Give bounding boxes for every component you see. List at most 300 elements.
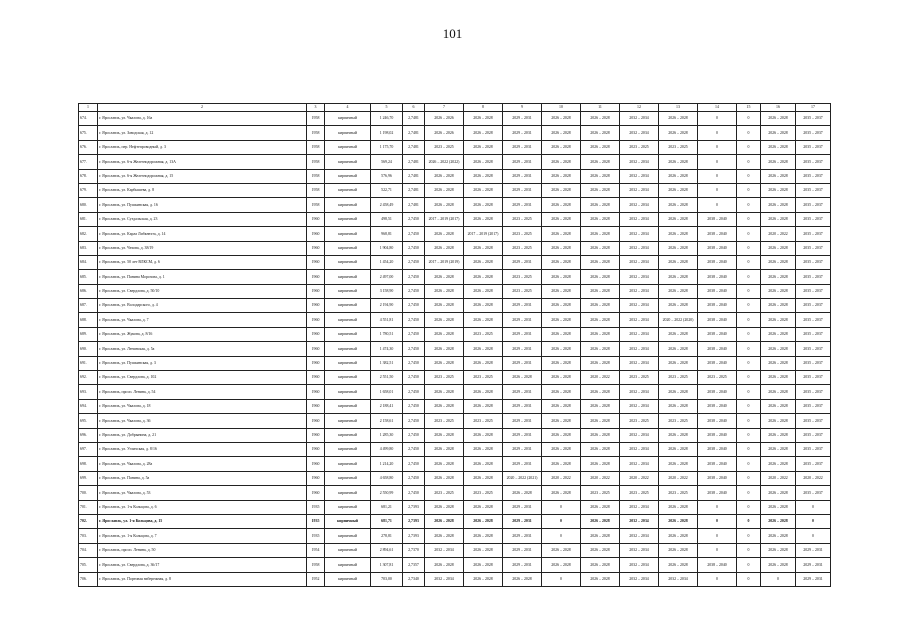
- table-cell: 2023 – 2025: [659, 414, 698, 428]
- table-cell: 699.: [79, 471, 98, 485]
- table-row: [79, 241, 831, 255]
- table-cell: 1 474,30: [371, 342, 403, 356]
- table-cell: 2 894,61: [371, 543, 403, 557]
- table-cell: 0: [737, 471, 761, 485]
- table-cell: 2,7450: [403, 371, 425, 385]
- table-cell: 2029 – 2031: [796, 543, 831, 557]
- address-cell: г. Ярославль, ул. Карбышева, д. 8: [98, 183, 307, 197]
- table-cell: 2029 – 2031: [503, 457, 542, 471]
- table-cell: 1 175,70: [371, 140, 403, 154]
- table-cell: 569,24: [371, 155, 403, 169]
- address-cell: г. Ярославль, ул. 6-я Железнодорожная, д. 15: [98, 169, 307, 183]
- table-cell: 2032 – 2034: [620, 126, 659, 140]
- table-cell: 2023 – 2025: [464, 327, 503, 341]
- table-cell: 4 499,80: [371, 442, 403, 456]
- table-cell: 2029 – 2031: [503, 399, 542, 413]
- table-cell: 2026 – 2028: [581, 270, 620, 284]
- table-cell: 2026 – 2028: [659, 500, 698, 514]
- table-cell: 2,7481: [403, 126, 425, 140]
- table-cell: 2,7481: [403, 183, 425, 197]
- table-cell: 2026 – 2028: [542, 428, 581, 442]
- address-cell: г. Ярославль, ул. Чкалова, д. 16а: [98, 112, 307, 126]
- column-header: 16: [761, 104, 796, 112]
- table-cell: 695.: [79, 414, 98, 428]
- table-cell: кирпичный: [325, 169, 371, 183]
- address-cell: г. Ярославль, ул. Свердлова, д. 102: [98, 371, 307, 385]
- table-cell: 2026 – 2028: [659, 284, 698, 298]
- table-cell: 2026 – 2028: [464, 514, 503, 528]
- table-cell: 2035 – 2037: [796, 342, 831, 356]
- table-row: [79, 543, 831, 557]
- table-cell: 0: [542, 500, 581, 514]
- table-cell: 704.: [79, 543, 98, 557]
- table-row: [79, 414, 831, 428]
- table-cell: 2032 – 2034: [620, 212, 659, 226]
- table-cell: кирпичный: [325, 442, 371, 456]
- table-cell: 676.: [79, 140, 98, 154]
- table-row: [79, 371, 831, 385]
- table-cell: 2032 – 2034: [620, 457, 659, 471]
- table-cell: 2026 – 2028: [542, 227, 581, 241]
- table-cell: 2026 – 2028: [581, 112, 620, 126]
- table-cell: 2026 – 2028: [464, 313, 503, 327]
- table-cell: 2026 – 2028: [464, 140, 503, 154]
- table-row: [79, 514, 831, 528]
- table-cell: 2035 – 2037: [796, 255, 831, 269]
- table-cell: 2023 – 2025: [581, 486, 620, 500]
- table-cell: 2026 – 2028: [761, 183, 796, 197]
- table-cell: 2032 – 2034: [620, 227, 659, 241]
- table-cell: 0: [737, 241, 761, 255]
- table-cell: 2032 – 2034: [620, 442, 659, 456]
- table-cell: 2035 – 2037: [796, 198, 831, 212]
- table-cell: 2035 – 2037: [796, 457, 831, 471]
- table-cell: 2032 – 2034: [620, 342, 659, 356]
- table-cell: 2026 – 2028: [542, 371, 581, 385]
- table-cell: 1960: [307, 299, 325, 313]
- table-cell: 2026 – 2028: [761, 543, 796, 557]
- table-cell: 2026 – 2028: [425, 284, 464, 298]
- table-cell: 522,71: [371, 183, 403, 197]
- table-cell: 2032 – 2034: [425, 572, 464, 586]
- table-cell: 2026 – 2028: [761, 342, 796, 356]
- table-cell: 1 285,30: [371, 428, 403, 442]
- table-cell: 0: [737, 284, 761, 298]
- table-cell: кирпичный: [325, 385, 371, 399]
- table-cell: 2029 – 2031: [503, 385, 542, 399]
- table-cell: 1954: [307, 543, 325, 557]
- address-cell: г. Ярославль, ул. Пушкинская, д. 3: [98, 356, 307, 370]
- table-cell: 2026 – 2028: [425, 313, 464, 327]
- table-cell: 685.: [79, 270, 98, 284]
- table-cell: 691.: [79, 356, 98, 370]
- table-cell: 2026 – 2028: [659, 155, 698, 169]
- table-cell: 2026 – 2028: [581, 255, 620, 269]
- table-cell: 2017 – 2019 (2017): [464, 227, 503, 241]
- table-cell: 2026 – 2028: [659, 327, 698, 341]
- table-cell: 2032 – 2034: [620, 356, 659, 370]
- column-header: 8: [464, 104, 503, 112]
- table-cell: кирпичный: [325, 255, 371, 269]
- table-cell: 2026 – 2028: [581, 385, 620, 399]
- table-cell: 0: [737, 270, 761, 284]
- table-cell: кирпичный: [325, 299, 371, 313]
- table-cell: 2020 – 2022: [761, 471, 796, 485]
- table-cell: 2023 – 2025: [503, 270, 542, 284]
- table-cell: 2,7450: [403, 356, 425, 370]
- table-cell: 2032 – 2034: [620, 558, 659, 572]
- table-cell: кирпичный: [325, 471, 371, 485]
- table-cell: 2029 – 2031: [503, 255, 542, 269]
- table-cell: кирпичный: [325, 399, 371, 413]
- column-header: 1: [79, 104, 98, 112]
- table-cell: 0: [737, 327, 761, 341]
- column-header: 11: [581, 104, 620, 112]
- table-cell: 701.: [79, 500, 98, 514]
- table-cell: 2029 – 2031: [503, 342, 542, 356]
- address-cell: г. Ярославль, ул. 50 лет ВЛКСМ, д. 6: [98, 255, 307, 269]
- table-cell: 1 904,80: [371, 241, 403, 255]
- table-cell: 2029 – 2031: [503, 442, 542, 456]
- table-cell: 2026 – 2028: [425, 457, 464, 471]
- table-cell: 2020 – 2022: [542, 471, 581, 485]
- table-cell: 2023 – 2025: [464, 371, 503, 385]
- table-cell: 2038 – 2040: [698, 227, 737, 241]
- table-cell: 2026 – 2028: [761, 457, 796, 471]
- table-cell: 2026 – 2028: [761, 255, 796, 269]
- table-cell: 2032 – 2034: [620, 169, 659, 183]
- table-cell: 2026 – 2028: [425, 356, 464, 370]
- address-cell: г. Ярославль, ул. Чкалова, д. 7: [98, 313, 307, 327]
- table-row: [79, 198, 831, 212]
- table-cell: 1958: [307, 112, 325, 126]
- table-cell: 0: [737, 212, 761, 226]
- table-cell: кирпичный: [325, 227, 371, 241]
- table-cell: 1960: [307, 399, 325, 413]
- table-cell: 2026 – 2028: [581, 126, 620, 140]
- table-cell: 2026 – 2022 (2022): [425, 155, 464, 169]
- table-cell: 2023 – 2025: [659, 486, 698, 500]
- table-cell: кирпичный: [325, 514, 371, 528]
- table-cell: 0: [698, 155, 737, 169]
- table-cell: 2038 – 2040: [698, 471, 737, 485]
- table-cell: 679.: [79, 183, 98, 197]
- table-cell: 2026 – 2028: [464, 270, 503, 284]
- address-cell: г. Ярославль, ул. Чехова, д. 38/19: [98, 241, 307, 255]
- table-cell: 2038 – 2040: [698, 212, 737, 226]
- table-cell: 1 307,81: [371, 558, 403, 572]
- address-cell: г. Ярославль, ул. Чкалова, д. 36: [98, 414, 307, 428]
- table-cell: 2026 – 2028: [542, 356, 581, 370]
- table-cell: 2035 – 2037: [796, 227, 831, 241]
- table-cell: 2026 – 2028: [761, 198, 796, 212]
- table-cell: 2026 – 2028: [581, 356, 620, 370]
- table-cell: 0: [698, 500, 737, 514]
- column-header: 12: [620, 104, 659, 112]
- table-cell: 1960: [307, 457, 325, 471]
- table-cell: кирпичный: [325, 313, 371, 327]
- table-cell: 2035 – 2037: [796, 212, 831, 226]
- table-cell: 2026 – 2028: [581, 327, 620, 341]
- table-cell: 2026 – 2028: [761, 356, 796, 370]
- table-cell: 1960: [307, 212, 325, 226]
- table-cell: 2026 – 2026: [425, 126, 464, 140]
- table-cell: 681.: [79, 212, 98, 226]
- table-cell: 2026 – 2028: [464, 112, 503, 126]
- table-cell: 2032 – 2034: [620, 313, 659, 327]
- table-cell: 1958: [307, 140, 325, 154]
- table-cell: 2026 – 2028: [659, 529, 698, 543]
- column-header: 3: [307, 104, 325, 112]
- table-cell: 2,7393: [403, 500, 425, 514]
- table-cell: 2038 – 2040: [698, 255, 737, 269]
- table-cell: 687.: [79, 299, 98, 313]
- table-cell: 2038 – 2040: [698, 241, 737, 255]
- table-cell: 2035 – 2037: [796, 112, 831, 126]
- table-cell: 698.: [79, 457, 98, 471]
- table-cell: 2026 – 2028: [464, 457, 503, 471]
- table-cell: 2032 – 2034: [620, 155, 659, 169]
- table-cell: 2035 – 2037: [796, 270, 831, 284]
- table-cell: кирпичный: [325, 457, 371, 471]
- table-row: [79, 255, 831, 269]
- table-cell: 0: [542, 529, 581, 543]
- table-cell: 2026 – 2028: [425, 500, 464, 514]
- table-cell: 0: [761, 572, 796, 586]
- table-cell: 2032 – 2034: [620, 299, 659, 313]
- table-cell: 2032 – 2034: [620, 385, 659, 399]
- table-cell: 2,7450: [403, 342, 425, 356]
- table-cell: 2026 – 2028: [542, 442, 581, 456]
- table-cell: 2,7450: [403, 457, 425, 471]
- table-cell: 968,81: [371, 227, 403, 241]
- table-row: [79, 212, 831, 226]
- table-cell: 2035 – 2037: [796, 299, 831, 313]
- table-cell: 2038 – 2040: [698, 313, 737, 327]
- table-cell: 2026 – 2028: [659, 112, 698, 126]
- table-cell: 2035 – 2037: [796, 371, 831, 385]
- table-cell: 2026 – 2028: [464, 342, 503, 356]
- table-cell: 2026 – 2028: [659, 299, 698, 313]
- table-cell: 2035 – 2037: [796, 155, 831, 169]
- table-cell: 2035 – 2037: [796, 169, 831, 183]
- table-cell: 4 658,80: [371, 471, 403, 485]
- table-cell: 2026 – 2028: [464, 500, 503, 514]
- table-row: [79, 299, 831, 313]
- table-cell: 2035 – 2037: [796, 284, 831, 298]
- table-cell: 2026 – 2028: [581, 227, 620, 241]
- table-cell: 2026 – 2028: [659, 457, 698, 471]
- table-cell: 703.: [79, 529, 98, 543]
- table-cell: 2032 – 2034: [620, 327, 659, 341]
- table-cell: 2020 – 2022: [761, 227, 796, 241]
- table-cell: 703,00: [371, 572, 403, 586]
- table-cell: 0: [737, 428, 761, 442]
- table-cell: 2023 – 2025: [659, 140, 698, 154]
- address-cell: г. Ярославль, ул. Угличская, д. 8/16: [98, 442, 307, 456]
- table-cell: 2032 – 2034: [620, 428, 659, 442]
- table-cell: 2 551,50: [371, 371, 403, 385]
- table-cell: 2026 – 2028: [761, 284, 796, 298]
- address-cell: г. Ярославль, ул. Добрынина, д. 21: [98, 428, 307, 442]
- table-cell: 2026 – 2028: [761, 414, 796, 428]
- table-cell: 2 188,41: [371, 399, 403, 413]
- table-cell: кирпичный: [325, 428, 371, 442]
- table-cell: 2032 – 2034: [620, 500, 659, 514]
- table-cell: 688.: [79, 313, 98, 327]
- table-cell: 0: [737, 140, 761, 154]
- table-cell: 0: [698, 572, 737, 586]
- address-cell: г. Ярославль, ул. Володарского, д. 4: [98, 299, 307, 313]
- table-cell: 0: [737, 313, 761, 327]
- table-cell: 2026 – 2028: [581, 299, 620, 313]
- table-cell: 2026 – 2028: [425, 198, 464, 212]
- address-cell: г. Ярославль, ул. Пушкинская, д. 16: [98, 198, 307, 212]
- table-cell: 2026 – 2028: [464, 529, 503, 543]
- table-cell: 2038 – 2040: [698, 457, 737, 471]
- table-row: [79, 126, 831, 140]
- table-row: [79, 270, 831, 284]
- table-cell: 2026 – 2028: [425, 529, 464, 543]
- table-cell: 2026 – 2028: [659, 198, 698, 212]
- table-cell: 1960: [307, 342, 325, 356]
- table-cell: 1960: [307, 356, 325, 370]
- table-cell: 1958: [307, 126, 325, 140]
- address-cell: г. Ярославль, просп. Ленина, д. 50: [98, 543, 307, 557]
- table-cell: 0: [698, 198, 737, 212]
- table-cell: 1960: [307, 442, 325, 456]
- table-cell: 2,7450: [403, 227, 425, 241]
- table-cell: 2023 – 2025: [503, 212, 542, 226]
- table-row: [79, 342, 831, 356]
- table-cell: 2029 – 2031: [503, 126, 542, 140]
- table-cell: 2026 – 2028: [542, 212, 581, 226]
- table-cell: 2026 – 2028: [659, 543, 698, 557]
- table-cell: 2038 – 2040: [698, 385, 737, 399]
- table-cell: 2026 – 2028: [464, 183, 503, 197]
- table-cell: 2,7357: [403, 558, 425, 572]
- table-cell: 2032 – 2034: [620, 399, 659, 413]
- table-cell: 2029 – 2031: [503, 529, 542, 543]
- table-cell: 2026 – 2028: [581, 457, 620, 471]
- table-cell: 2038 – 2040: [698, 442, 737, 456]
- table-cell: 2,7370: [403, 543, 425, 557]
- table-cell: 2026 – 2028: [659, 399, 698, 413]
- table-cell: 2017 – 2019 (2017): [425, 212, 464, 226]
- table-cell: 2026 – 2028: [761, 169, 796, 183]
- table-cell: 2032 – 2034: [620, 241, 659, 255]
- table-cell: 2023 – 2025: [503, 227, 542, 241]
- address-cell: г. Ярославль, ул. Суздальская, д. 23: [98, 212, 307, 226]
- table-cell: 2020 – 2022: [581, 371, 620, 385]
- table-cell: 2023 – 2025: [620, 140, 659, 154]
- table-cell: 0: [737, 183, 761, 197]
- column-header: 17: [796, 104, 831, 112]
- table-cell: 0: [737, 500, 761, 514]
- table-cell: 2026 – 2028: [464, 572, 503, 586]
- table-cell: 2035 – 2037: [796, 385, 831, 399]
- table-cell: кирпичный: [325, 183, 371, 197]
- table-cell: 2,7450: [403, 399, 425, 413]
- table-cell: 1960: [307, 313, 325, 327]
- table-cell: 1960: [307, 414, 325, 428]
- table-cell: 678.: [79, 169, 98, 183]
- table-cell: 2026 – 2028: [542, 140, 581, 154]
- table-cell: 2026 – 2028: [425, 428, 464, 442]
- table-cell: 1958: [307, 169, 325, 183]
- table-row: [79, 471, 831, 485]
- table-cell: 2032 – 2034: [425, 543, 464, 557]
- table-cell: 686.: [79, 284, 98, 298]
- table-cell: 2029 – 2031: [796, 572, 831, 586]
- table-cell: 2026 – 2028: [761, 126, 796, 140]
- table-cell: 2,7450: [403, 241, 425, 255]
- table-cell: 2026 – 2028: [761, 371, 796, 385]
- table-cell: 0: [737, 371, 761, 385]
- table-cell: 2026 – 2028: [425, 514, 464, 528]
- table-cell: 2026 – 2028: [542, 112, 581, 126]
- address-cell: г. Ярославль, ул. Свердлова, д. 36/17: [98, 558, 307, 572]
- table-cell: 1960: [307, 284, 325, 298]
- table-cell: 2,7450: [403, 255, 425, 269]
- table-cell: 2023 – 2025: [464, 486, 503, 500]
- table-cell: 2026 – 2028: [761, 241, 796, 255]
- table-cell: 1960: [307, 486, 325, 500]
- table-cell: 0: [737, 155, 761, 169]
- table-cell: 1935: [307, 529, 325, 543]
- table-cell: 2,7450: [403, 313, 425, 327]
- table-cell: 1960: [307, 227, 325, 241]
- table-cell: 0: [737, 543, 761, 557]
- page-number: 101: [442, 26, 463, 41]
- table-cell: 2026 – 2028: [464, 198, 503, 212]
- table-cell: 0: [698, 126, 737, 140]
- table-cell: кирпичный: [325, 529, 371, 543]
- table-cell: 700.: [79, 486, 98, 500]
- table-cell: 2026 – 2026: [425, 112, 464, 126]
- table-cell: 2023 – 2025: [620, 486, 659, 500]
- address-cell: г. Ярославль, ул. Панина, д. 5а: [98, 471, 307, 485]
- table-cell: 677.: [79, 155, 98, 169]
- table-cell: 2032 – 2034: [620, 255, 659, 269]
- address-cell: г. Ярославль, ул. 1-я Кольцова, д. 15: [98, 514, 307, 528]
- address-cell: г. Ярославль, ул. Чкалова, д. 53: [98, 486, 307, 500]
- table-cell: 0: [737, 514, 761, 528]
- table-cell: 2026 – 2028: [542, 284, 581, 298]
- table-cell: 2026 – 2028: [425, 270, 464, 284]
- table-cell: 0: [737, 169, 761, 183]
- table-cell: 576,96: [371, 169, 403, 183]
- table-cell: 2 497,00: [371, 270, 403, 284]
- table-cell: 2029 – 2031: [503, 514, 542, 528]
- table-cell: 2032 – 2034: [620, 529, 659, 543]
- table-cell: 2026 – 2028: [542, 385, 581, 399]
- table-cell: 2026 – 2028: [761, 500, 796, 514]
- table-cell: кирпичный: [325, 414, 371, 428]
- table-cell: 2026 – 2028: [761, 529, 796, 543]
- table-cell: 2026 – 2028: [542, 313, 581, 327]
- table-body: [79, 112, 831, 587]
- table-cell: 2,7481: [403, 198, 425, 212]
- table-cell: кирпичный: [325, 558, 371, 572]
- table-cell: 2032 – 2034: [620, 284, 659, 298]
- table-cell: 0: [796, 500, 831, 514]
- table-cell: 0: [796, 529, 831, 543]
- table-row: [79, 284, 831, 298]
- table-cell: 2026 – 2028: [542, 155, 581, 169]
- table-cell: 0: [698, 112, 737, 126]
- address-cell: г. Ярославль, ул. Заводская, д. 12: [98, 126, 307, 140]
